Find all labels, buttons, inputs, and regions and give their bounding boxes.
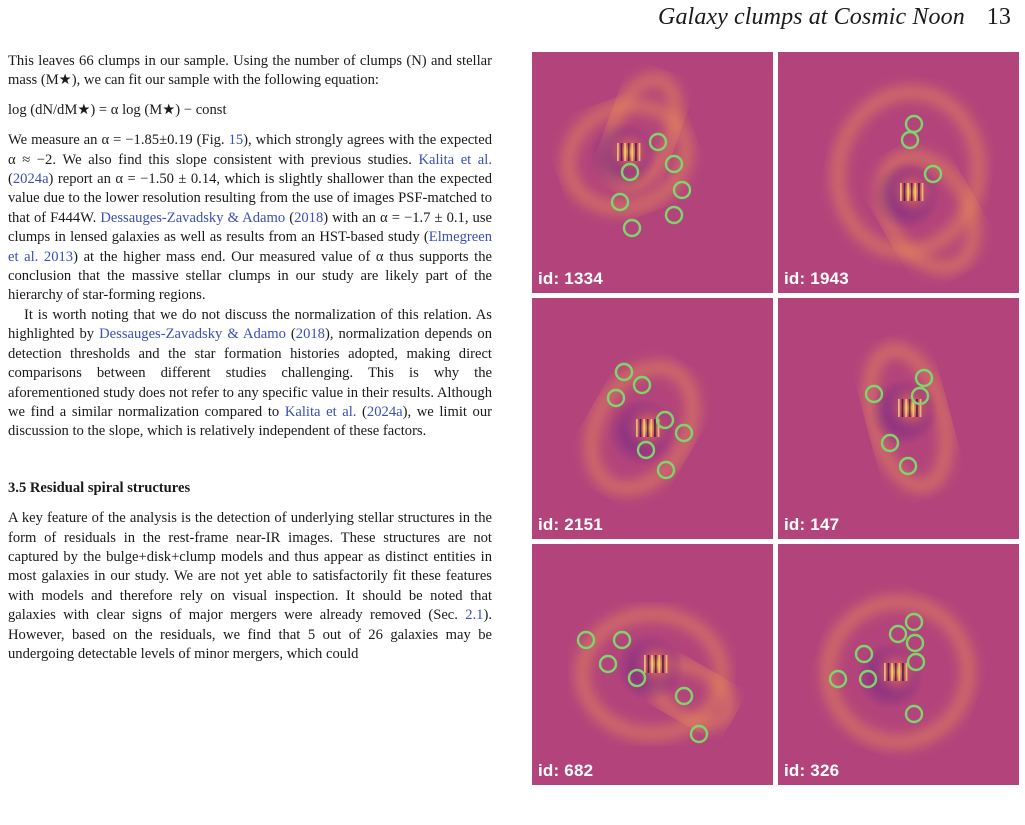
cite-dessauges-link[interactable]: Dessauges-Zavadsky & Adamo <box>100 209 286 226</box>
panel-id-label: id: 2151 <box>538 515 603 534</box>
paragraph-residual-structures: A key feature of the analysis is the detection of underlying stellar structures in the form of residuals in the rest-frame near-IR images. These structures are not captured by the bulge+disk+clump models and thus appear as distinct entities in most galaxies in our study. We are not yet able to satisfactorily fit these features with models and therefore rely on visual inspection. It should be noted that galaxies with clear signs of major mergers were already removed (Sec. 2.1). However, based on the residuals, we find that 5 out of 26 galaxies may be undergoing detectable levels of minor mergers, which could <box>8 510 492 662</box>
paragraph-normalization: It is worth noting that we do not discuss the normalization of this relation. As highlighted by Dessauges-Zavadsky & Adamo (2018), normalization depends on detection thresholds and the star formation histories adopted, making direct comparisons between different studies challenging. This is why the aforementioned study does not refer to any specific value in their results. Although we find a similar normalization compared to Kalita et al. (2024a), we limit our discussion to the slope, which is relatively independent of these factors. <box>8 306 493 440</box>
cite-elmegreen-link[interactable]: Elmegreen et al. 2013 <box>8 229 492 265</box>
section-ref-link[interactable]: 2.1 <box>465 607 484 624</box>
running-head <box>658 4 1011 31</box>
cite-kalita-link[interactable]: Kalita et al. <box>418 151 492 168</box>
main-text-column <box>8 52 492 664</box>
cite-kalita-year-link[interactable]: 2024a <box>12 171 49 188</box>
cite-dessauges-year-link[interactable]: 2018 <box>294 209 324 226</box>
panel-id-label: id: 1943 <box>784 269 849 288</box>
galaxy-panel <box>532 298 773 539</box>
section-heading: 3.5 Residual spiral structures <box>8 479 191 496</box>
paragraph-clump-count: This leaves 66 clumps in our sample. Using the number of clumps (N) and stellar mass (M★), we can fit our sample with the following equation: <box>8 53 492 89</box>
cite-kalita-year-link[interactable]: 2024a <box>366 403 403 420</box>
galaxy-image <box>778 52 1019 293</box>
galaxy-image <box>778 544 1019 785</box>
paragraph-alpha-measurement: We measure an α = −1.85±0.19 (Fig. 15), which strongly agrees with the expected α ≈ −2. We also find this slope consistent with previous studies. Kalita et al. (2024a) report an α = −1.50 ± 0.14, which is slightly shallower than the expected value due to the lower resolution resulting from the use of images PSF-matched to that of F444W. Dessauges-Zavadsky & Adamo (2018) with an α = −1.7 ± 0.1, use clumps in lensed galaxies as well as results from an HST-based study (Elmegreen et al. 2013) at the higher mass end. Our measured value of α thus supports the conclusion that the massive stellar clumps in our study are likely part of the hierarchy of star-forming regions. <box>8 132 493 304</box>
panel-id-label: id: 147 <box>784 515 840 534</box>
panel-id-label: id: 1334 <box>538 269 603 288</box>
galaxy-residual-figure <box>532 52 1023 786</box>
cite-kalita-link[interactable]: Kalita et al. <box>284 403 357 420</box>
fig-ref-link[interactable]: 15 <box>228 132 244 149</box>
galaxy-panel <box>778 298 1019 539</box>
panel-id-label: id: 682 <box>538 761 594 780</box>
galaxy-image <box>532 52 773 293</box>
panel-id-label: id: 326 <box>784 761 840 780</box>
galaxy-panel <box>532 52 773 293</box>
page-number: 13 <box>986 4 1011 30</box>
cite-dessauges-link[interactable]: Dessauges-Zavadsky & Adamo <box>99 326 286 343</box>
galaxy-image <box>778 298 1019 539</box>
galaxy-panel <box>778 52 1019 293</box>
galaxy-panel <box>532 544 773 785</box>
galaxy-image <box>532 544 773 785</box>
galaxy-image <box>532 298 773 539</box>
running-title: Galaxy clumps at Cosmic Noon <box>658 4 965 30</box>
equation: log (dN/dM★) = α log (M★) − const <box>8 101 227 118</box>
galaxy-panel <box>778 544 1019 785</box>
cite-dessauges-year-link[interactable]: 2018 <box>295 326 325 343</box>
